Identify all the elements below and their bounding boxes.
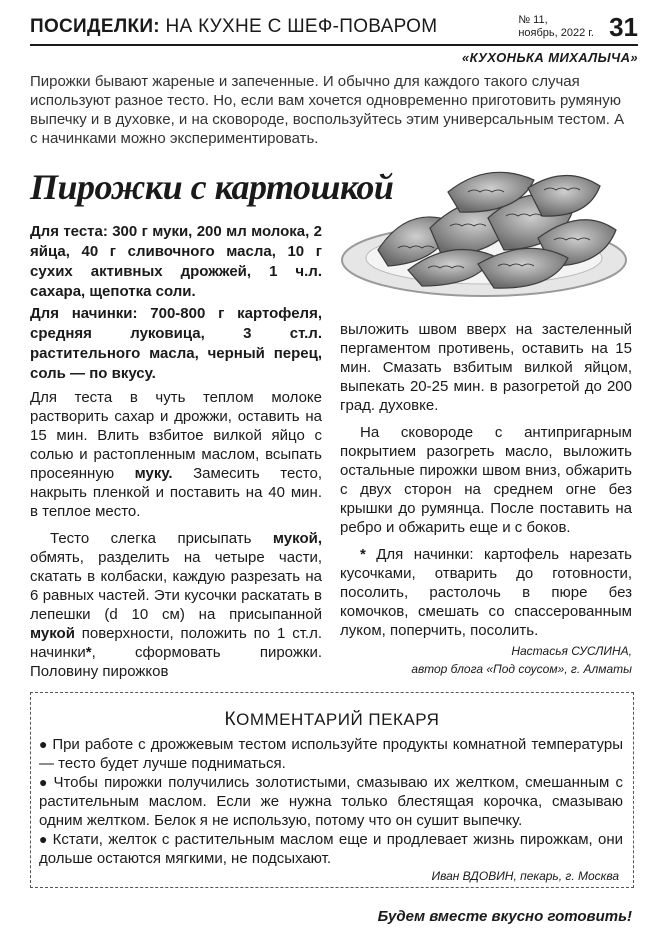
bullet-text: Кстати, желток с растительным маслом еще и продлевает жизнь пирожкам, они дольше остаются мягкими, не подсыхают. <box>39 831 624 867</box>
bullet-icon: ● <box>39 831 49 847</box>
filling-note <box>340 545 632 640</box>
step-shaping-text-c: поверхности, положить по 1 ст.л. начинки <box>30 625 322 661</box>
step-shaping <box>30 529 322 681</box>
bullet-icon: ● <box>39 736 49 752</box>
comment-title <box>31 709 633 731</box>
intro-paragraph: Пирожки бывают жареные и запеченные. И обычно для каждого такого случая используют разное тесто. Но, если вам хочется одновременно приготовить румяную выпечку и в духовке, и на сковороде, воспользуйтесь этим универсальным тестом. А с начинками можно экспериментировать. <box>30 73 625 147</box>
baker-comment-box <box>30 692 634 888</box>
issue-date: ноябрь, 2022 г. <box>518 27 594 39</box>
bullet-text: Чтобы пирожки получились золотистыми, смазываю их желтком, смешанным с растительным маслом. Если же нужна только блестящая корочка, смазываю одним желтком. Белок я не использую, потому что он сушит выпечку. <box>39 774 623 829</box>
issue-number: № 11, <box>518 14 548 26</box>
note-star: * <box>360 546 366 563</box>
dough-ingredients: Для теста: 300 г муки, 200 мл молока, 2 яйца, 40 г сливочного масла, 10 г сухих активных дрожжей, 1 ч.л. сахара, щепотка соли. <box>30 223 322 300</box>
page-number: 31 <box>609 12 638 42</box>
section-title <box>30 16 437 38</box>
author-desc: автор блога «Под соусом», г. Алматы <box>411 662 632 676</box>
bullet-icon: ● <box>39 774 50 790</box>
comment-title-rest: ОММЕНТАРИЙ ПЕКАРЯ <box>236 710 440 729</box>
step-dough <box>30 388 322 521</box>
list-item <box>39 830 623 868</box>
baker-signature: Иван ВДОВИН, пекарь, г. Москва <box>431 869 619 883</box>
footnote-star: * <box>85 644 92 661</box>
step-baking: выложить швом вверх на застеленный пергаментом противень, оставить на 15 мин. Смазать взбитым вилкой яйцом, выпекать 20-25 мин. в разогретой до 200 град. духовке. <box>340 321 632 414</box>
step-frying: На сковороде с антипригарным покрытием разогреть масло, выложить остальные пирожки швом вниз, обжарить с двух сторон на среднем огне без крышки до румянца. После поставить на ребро и обжарить еще и с боков. <box>340 424 632 536</box>
page-header <box>30 10 638 68</box>
header-divider <box>30 44 638 46</box>
step-dough-bold: муку. <box>134 465 173 482</box>
step-shaping-bold-b: мукой <box>30 625 75 642</box>
filling-note-text: Для начинки: картофель нарезать кусочками, отварить до готовности, посолить, растолочь в пюре без комочков, смешать со спассерованным луком, поперчить, посолить. <box>340 546 632 639</box>
step-dough-text-b: Замесить тесто, накрыть пленкой и поставить на 40 мин. в теплое место. <box>30 465 322 520</box>
section-title-rest: НА КУХНЕ С ШЕФ-ПОВАРОМ <box>165 16 438 37</box>
list-item <box>39 735 623 773</box>
step-shaping-text-b: обмять, разделить на четыре части, скатать в колбаски, каждую разрезать на 6 равных частей. Эти кусочки раскатать в лепешки (d 10 см) на присыпанной <box>30 549 322 623</box>
step-shaping-text-d: , сформовать пирожки. Половину пирожков <box>30 644 322 680</box>
section-title-bold: ПОСИДЕЛКИ: <box>30 16 160 37</box>
footer-slogan: Будем вместе вкусно готовить! <box>377 908 632 925</box>
list-item <box>39 773 623 830</box>
right-column <box>340 320 632 678</box>
author-name: Настасья СУСЛИНА, <box>511 644 632 658</box>
comment-bullets <box>39 735 623 868</box>
comment-title-initial: К <box>224 709 237 730</box>
pirozhki-plate-image <box>338 152 630 302</box>
issue-info <box>518 14 594 40</box>
step-dough-text-a: Для теста в чуть теплом молоке растворить сахар и дрожжи, оставить на 15 мин. Влить взбитое вилкой яйцо с солью и растопленным маслом, всыпать просеянную <box>30 389 322 482</box>
step-shaping-text-a: Тесто слегка присыпать <box>50 530 273 547</box>
bullet-text: При работе с дрожжевым тестом используйте продукты комнатной температуры — тесто будет лучше подниматься. <box>39 736 623 772</box>
recipe-title: Пирожки с картошкой <box>30 167 394 207</box>
left-column <box>30 222 322 681</box>
column-name: «КУХОНЬКА МИХАЛЫЧА» <box>462 50 638 65</box>
step-shaping-bold-a: мукой, <box>272 530 322 547</box>
filling-ingredients: Для начинки: 700-800 г картофеля, средняя луковица, 3 ст.л. растительного масла, черный перец, соль — по вкусу. <box>30 305 322 382</box>
